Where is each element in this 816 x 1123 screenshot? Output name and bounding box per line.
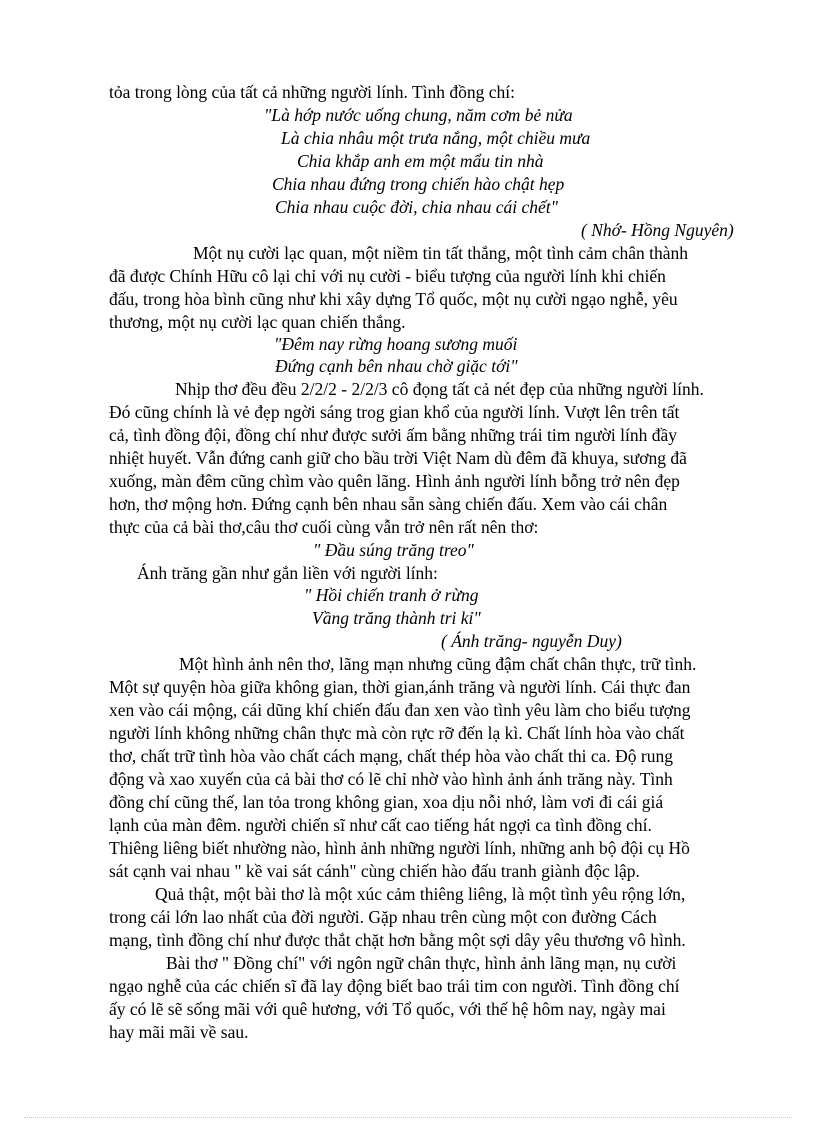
- poem-line: " Đầu súng trăng treo": [313, 540, 474, 560]
- text-line: thương, một nụ cười lạc quan chiến thắng.: [109, 312, 406, 332]
- text-line: ấy có lẽ sẽ sống mãi với quê hương, với Tổ quốc, với thế hệ hôm nay, ngày mai: [109, 999, 666, 1019]
- text-line: Thiêng liêng biết nhường nào, hình ảnh những người lính, những anh bộ đội cụ Hồ: [109, 838, 690, 858]
- text-line: Bài thơ " Đồng chí" với ngôn ngữ chân thực, hình ảnh lãng mạn, nụ cười: [166, 953, 677, 973]
- text-line: xuống, màn đêm cũng chìm vào quên lãng. Hình ảnh người lính bỗng trở nên đẹp: [109, 471, 680, 491]
- text-line: đã được Chính Hữu cô lại chỉ với nụ cười - biểu tượng của người lính khi chiến: [109, 266, 666, 286]
- poem-line: Chia khắp anh em một mẩu tin nhà: [297, 151, 544, 171]
- text-line: mạng, tình đồng chí như được thắt chặt hơn bằng một sợi dây yêu thương vô hình.: [109, 930, 686, 950]
- text-line: ngạo nghễ của các chiến sĩ đã lay động biết bao trái tim con người. Tình đồng chí: [109, 976, 680, 996]
- poem-line: Vầng trăng thành tri kỉ": [312, 608, 481, 628]
- text-line: đồng chí cũng thế, lan tỏa trong không gian, xoa dịu nỗi nhớ, làm vơi đi cái giá: [109, 792, 664, 812]
- text-line: lạnh của màn đêm. người chiến sĩ như cất cao tiếng hát ngợi ca tình đồng chí.: [109, 815, 652, 835]
- text-line: Một sự quyện hòa giữa không gian, thời gian,ánh trăng và người lính. Cái thực đan: [109, 677, 691, 697]
- text-line: Quả thật, một bài thơ là một xúc cảm thiêng liêng, là một tình yêu rộng lớn,: [155, 884, 686, 904]
- poem-line: Đứng cạnh bên nhau chờ giặc tới": [275, 356, 518, 376]
- poem-line: Chia nhau đứng trong chiến hào chật hẹp: [272, 174, 565, 194]
- text-line: người lính không những chân thực mà còn rực rỡ đến lạ kì. Chất lính hòa vào chất: [109, 723, 685, 743]
- text-line: Ánh trăng gần như gắn liền với người lính:: [137, 563, 438, 583]
- text-line: Một nụ cười lạc quan, một niềm tin tất thắng, một tình cảm chân thành: [193, 243, 689, 263]
- text-line: hơn, thơ mộng hơn. Đứng cạnh bên nhau sẵn sàng chiến đấu. Xem vào cái chân: [109, 494, 668, 514]
- text-line: đấu, trong hòa bình cũng như khi xây dựng Tổ quốc, một nụ cười ngạo nghễ, yêu: [109, 289, 678, 309]
- text-line: hay mãi mãi về sau.: [109, 1022, 249, 1042]
- poem-citation: ( Ánh trăng- nguyễn Duy): [441, 631, 622, 651]
- text-line: thơ, chất trữ tình hòa vào chất cách mạng, chất thép hòa vào chất thi ca. Độ rung: [109, 746, 673, 766]
- text-line: sát cạnh vai nhau " kề vai sát cánh" cùng chiến hào đấu tranh giành độc lập.: [109, 861, 640, 881]
- text-line: Một hình ảnh nên thơ, lãng mạn nhưng cũng đậm chất chân thực, trữ tình.: [179, 654, 697, 674]
- poem-line: "Đêm nay rừng hoang sương muối: [274, 334, 518, 354]
- text-line: nhiệt huyết. Vẫn đứng canh giữ cho bầu trời Việt Nam dù đêm đã khuya, sương đã: [109, 448, 687, 468]
- text-line: xen vào cái mộng, cái dũng khí chiến đấu đan xen vào tình yêu làm cho biểu tượng: [109, 700, 691, 720]
- text-line: Đó cũng chính là vẻ đẹp ngời sáng trog gian khổ của người lính. Vượt lên trên tất: [109, 402, 680, 422]
- poem-line: "Là hớp nước uống chung, năm cơm bẻ nửa: [264, 105, 573, 125]
- poem-citation: ( Nhớ- Hồng Nguyên): [581, 220, 734, 240]
- poem-line: Chia nhau cuộc đời, chia nhau cái chết": [275, 197, 559, 217]
- page-bottom-divider: [24, 1117, 792, 1118]
- poem-line: Là chia nhâu một trưa nắng, một chiều mưa: [281, 128, 591, 148]
- text-line: cả, tình đồng đội, đồng chí như được sưởi ấm bằng những trái tim người lính đầy: [109, 425, 678, 445]
- text-line: Nhịp thơ đều đều 2/2/2 - 2/2/3 cô đọng tất cả nét đẹp của những người lính.: [175, 379, 704, 399]
- text-line: tỏa trong lòng của tất cả những người lính. Tình đồng chí:: [109, 82, 516, 102]
- text-line: động và xao xuyến của cả bài thơ có lẽ chỉ nhờ vào hình ảnh ánh trăng này. Tình: [109, 769, 673, 789]
- text-line: thực của cả bài thơ,câu thơ cuối cùng vẫn trở nên rất nên thơ:: [109, 517, 539, 537]
- text-line: trong cái lớn lao nhất của đời người. Gặp nhau trên cùng một con đường Cách: [109, 907, 657, 927]
- poem-line: " Hồi chiến tranh ở rừng: [304, 585, 479, 605]
